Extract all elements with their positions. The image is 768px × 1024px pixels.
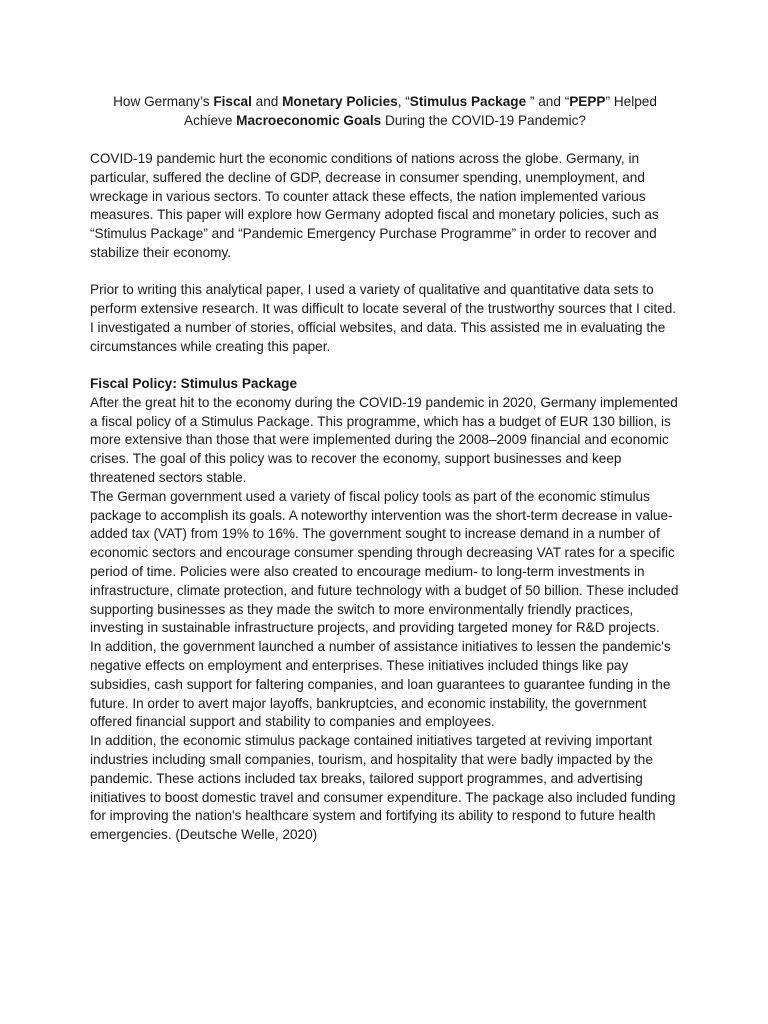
- section-paragraph: In addition, the government launched a number of assistance initiatives to lessen the pandemic's negative effects on employment and enterprises. These initiatives included things like pay subsidies, cash support for faltering companies, and loan guarantees to guarantee funding in the future. In order to avert major layoffs, bankruptcies, and economic instability, the government offered financial support and stability to companies and employees.: [90, 639, 671, 730]
- document-title: [90, 92, 680, 130]
- title-seg-bold: Monetary Policies: [282, 94, 398, 109]
- section-heading: Fiscal Policy: Stimulus Package: [90, 375, 298, 391]
- method-paragraph: Prior to writing this analytical paper, I used a variety of qualitative and quantitative data sets to perform extensive research. It was difficult to locate several of the trustworthy sources that I cited. I investigated a number of stories, official websites, and data. This assisted me in evaluating the circumstances while creating this paper.: [90, 282, 677, 354]
- section-paragraph: In addition, the economic stimulus package contained initiatives targeted at reviving important industries including small companies, tourism, and hospitality that were badly impacted by the pandemic. These actions included tax breaks, tailored support programmes, and advertising initiatives to boost domestic travel and consumer expenditure. The package also included funding for improving the nation's healthcare system and fortifying its ability to respond to future health emergencies. (Deutsche Welle, 2020): [90, 733, 676, 843]
- title-seg: and: [251, 94, 283, 109]
- title-seg-bold: Macroeconomic Goals: [236, 113, 382, 128]
- title-seg: How Germany’s: [113, 94, 214, 109]
- title-seg: ” and “: [526, 94, 570, 109]
- section-paragraph: After the great hit to the economy during the COVID-19 pandemic in 2020, Germany implemented a fiscal policy of a Stimulus Package. This programme, which has a budget of EUR 130 billion, is more extensive than those that were implemented during the 2008–2009 financial and economic crises. The goal of this policy was to recover the economy, support businesses and keep threatened sectors stable.: [90, 394, 678, 485]
- title-seg: ” Helped: [605, 94, 657, 109]
- section-paragraph: The German government used a variety of fiscal policy tools as part of the economic stimulus package to accomplish its goals. A noteworthy intervention was the short-term decrease in value-added tax (VAT) from 19% to 16%. The government sought to increase demand in a number of economic sectors and encourage consumer spending through decreasing VAT rates for a specific period of time. Policies were also created to encourage medium- to long-term investments in infrastructure, climate protection, and future technology with a budget of 50 billion. These included supporting businesses as they made the switch to more environmentally friendly practices, investing in sustainable infrastructure projects, and providing targeted money for R&D projects.: [90, 488, 679, 636]
- title-seg: , “: [397, 94, 410, 109]
- title-seg: Achieve: [184, 113, 237, 128]
- title-seg-bold: PEPP: [569, 94, 606, 109]
- title-seg-bold: Fiscal: [213, 94, 252, 109]
- fiscal-policy-section: [90, 375, 680, 845]
- document-page: [90, 92, 680, 845]
- intro-paragraph: COVID-19 pandemic hurt the economic conditions of nations across the globe. Germany, in particular, suffered the decline of GDP, decrease in consumer spending, unemployment, and wreckage in various sectors. To counter attack these effects, the nation implemented various measures. This paper will explore how Germany adopted fiscal and monetary policies, such as “Stimulus Package” and “Pandemic Emergency Purchase Programme” in order to recover and stabilize their economy.: [90, 151, 659, 260]
- title-seg-bold: Stimulus Package: [409, 94, 527, 109]
- title-seg: During the COVID-19 Pandemic?: [381, 113, 586, 128]
